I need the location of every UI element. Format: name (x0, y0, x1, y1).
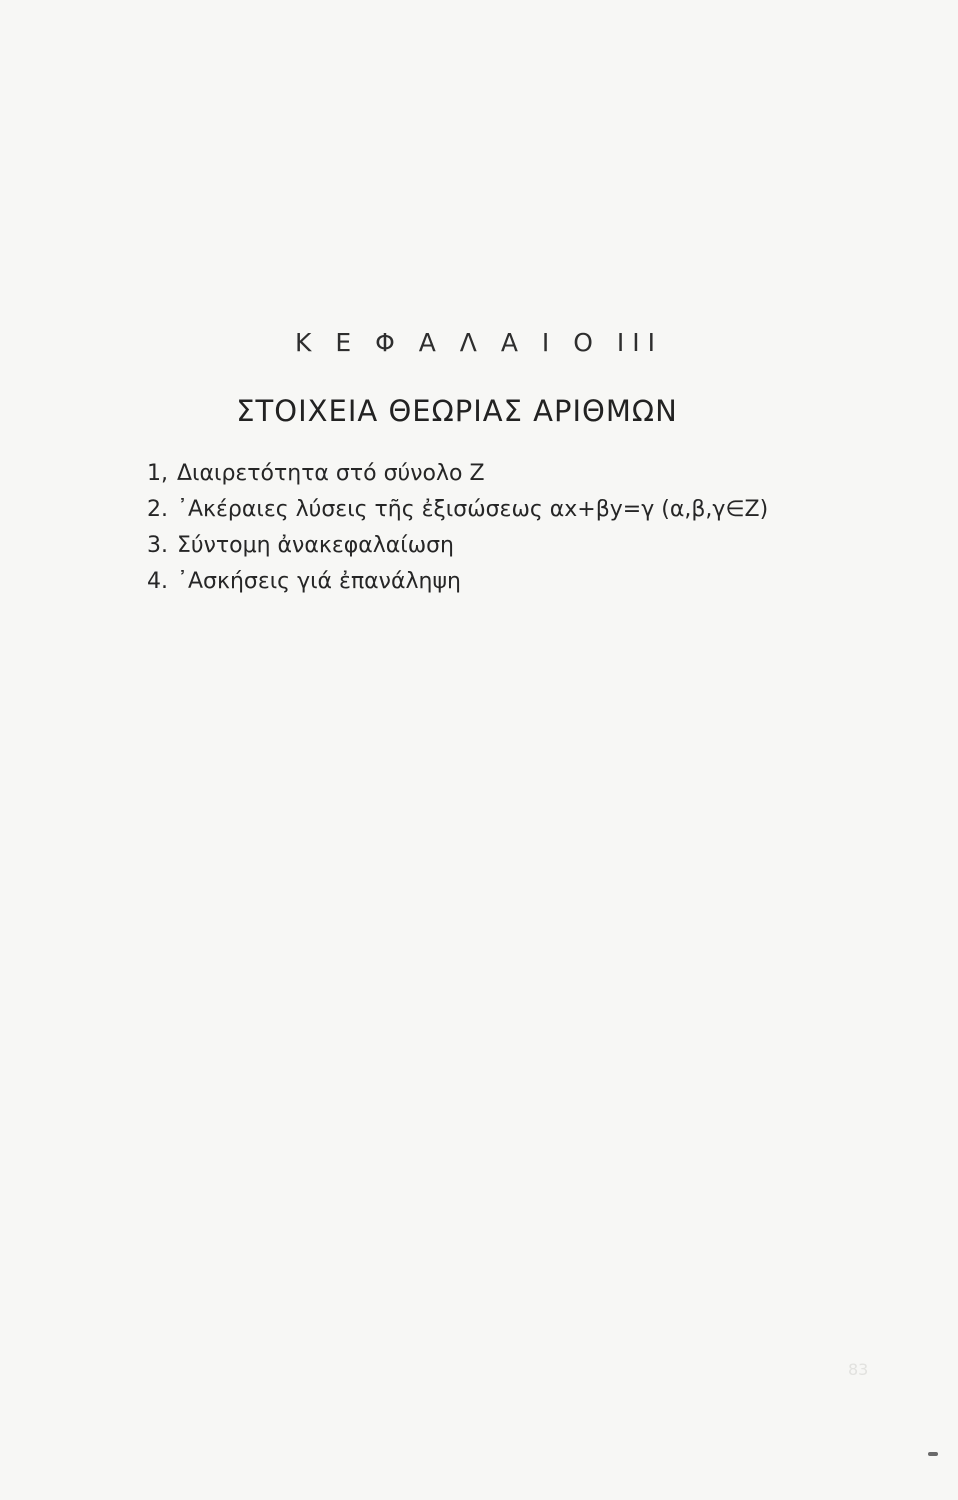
toc-item-text: Διαιρετότητα στό σύνολο Z (177, 461, 485, 486)
toc-item (147, 492, 768, 528)
chapter-title: ΣΤΟΙΧΕΙΑ ΘΕΩΡΙΑΣ ΑΡΙΘΜΩΝ (236, 394, 678, 428)
table-of-contents (147, 456, 768, 600)
toc-item (147, 564, 768, 600)
toc-item-number: 4. (147, 569, 168, 594)
toc-item-text: ᾿Ακέραιες λύσεις τῆς ἐξισώσεως αx+βy=γ (α,β,γ∈Z) (177, 497, 769, 522)
chapter-heading: Κ Ε Φ Α Λ Α Ι Ο III (295, 328, 663, 357)
toc-item (147, 456, 768, 492)
toc-item-text: Σύντομη ἀνακεφαλαίωση (177, 533, 454, 558)
toc-item (147, 528, 768, 564)
toc-item-text: ᾿Ασκήσεις γιά ἐπανάληψη (177, 569, 461, 594)
toc-item-number: 1, (147, 461, 168, 486)
toc-item-number: 3. (147, 533, 168, 558)
page-number: 83 (848, 1360, 869, 1379)
toc-item-number: 2. (147, 497, 168, 522)
ink-speck (928, 1452, 938, 1456)
